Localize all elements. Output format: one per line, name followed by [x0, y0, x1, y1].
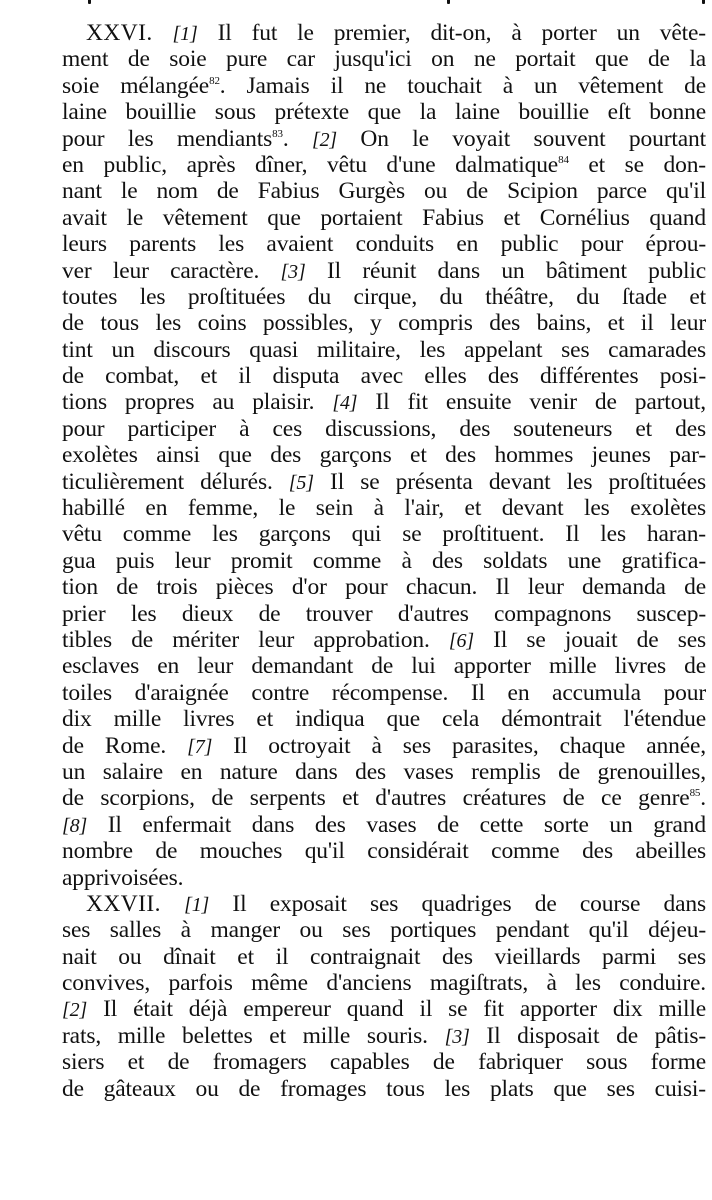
text-line: [62, 838, 706, 864]
text-run: en public, après dîner, vêtu d'une dalmatique: [62, 151, 559, 178]
text-line: [62, 99, 706, 125]
text-run: Il enfermait dans des vases de cette sorte un grand: [87, 811, 706, 838]
text-run: Il se jouait de ses: [473, 626, 706, 653]
text-line: [62, 706, 706, 732]
section-number: [7]: [187, 735, 213, 758]
text-run: Il fit ensuite venir de partout,: [357, 389, 706, 416]
text-line: [62, 891, 706, 917]
text-run: ver leur caractère.: [62, 257, 281, 284]
text-run: soie mélangée: [62, 72, 210, 99]
text-line: [62, 126, 706, 152]
text-run: Il exposait ses quadriges de course dans: [209, 890, 706, 917]
text-line: [62, 258, 706, 284]
text-run: .: [282, 125, 312, 152]
text-line: [62, 20, 706, 46]
text-run: .: [700, 785, 706, 812]
text-line: [62, 152, 706, 178]
text-line: [62, 284, 706, 310]
text-run: Il se présenta devant les proſtituées: [313, 468, 706, 495]
text-line: [62, 416, 706, 442]
text-line: [62, 865, 706, 891]
footnote-marker: 82: [209, 74, 220, 87]
chapter-number: XXVII.: [86, 890, 161, 917]
text-run: Il réunit dans un bâtiment public: [305, 257, 706, 284]
footnote-marker: 83: [272, 127, 283, 140]
section-number: [1]: [172, 23, 198, 45]
text-run: vêtu comme les garçons qui se proſtituent. Il les haran-: [62, 521, 706, 548]
text-run: de Rome.: [62, 732, 188, 759]
text-line: [62, 1023, 706, 1049]
text-line: [62, 389, 706, 415]
text-line: [62, 442, 706, 468]
text-run: de gâteaux ou de fromages tous les plats que ses cuisi-: [62, 1075, 706, 1102]
text-run: nant le nom de Fabius Gurgès ou de Scipion parce qu'il: [62, 178, 706, 205]
text-run: toutes les proſtituées du cirque, du théâtre, du ſtade et: [62, 283, 706, 310]
text-run: de scorpions, de serpents et d'autres créatures de ce genre: [62, 785, 690, 812]
text-run: de combat, et il disputa avec elles des différentes posi-: [62, 363, 706, 390]
cut-glyph: [88, 0, 91, 4]
text-line: [62, 785, 706, 811]
text-line: [62, 944, 706, 970]
text-run: tions propres au plaisir.: [62, 389, 333, 416]
text-run: Il fut le premier, dit-on, à porter un vête-: [197, 20, 706, 46]
text-line: [62, 337, 706, 363]
text-line: [62, 627, 706, 653]
text-run: et se don-: [568, 151, 706, 178]
text-run: ment de soie pure car jusqu'ici on ne portait que de la: [62, 46, 706, 73]
text-run: tint un discours quasi militaire, les appelant ses camarades: [62, 336, 706, 363]
text-run: esclaves en leur demandant de lui apporter mille livres de: [62, 653, 706, 680]
text-run: prier les dieux de trouver d'autres compagnons suscep-: [62, 600, 706, 627]
cut-glyph: [702, 0, 705, 4]
text-run: pour les mendiants: [62, 125, 273, 152]
text-line: [62, 231, 706, 257]
text-line: [62, 996, 706, 1022]
section-number: [5]: [288, 471, 314, 494]
text-line: [62, 1049, 706, 1075]
text-run: apprivoisées.: [62, 864, 184, 891]
book-page-text: [62, 6, 706, 1102]
section-number: [1]: [184, 893, 210, 916]
text-line: [62, 469, 706, 495]
text-run: Il disposait de pâtis-: [469, 1022, 706, 1049]
section-number: [2]: [62, 999, 88, 1022]
text-run: laine bouillie sous prétexte que la laine bouillie eſt bonne: [62, 99, 706, 126]
text-run: [153, 20, 173, 46]
section-number: [3]: [444, 1025, 470, 1048]
text-line: [62, 759, 706, 785]
text-run: de tous les coins possibles, y compris des bains, et il leur: [62, 310, 706, 337]
text-run: rats, mille belettes et mille souris.: [62, 1022, 445, 1049]
text-line: [62, 680, 706, 706]
text-line: [62, 495, 706, 521]
text-line: [62, 812, 706, 838]
text-line: [62, 178, 706, 204]
text-run: nait ou dînait et il contraignait des vieillards parmi ses: [62, 943, 706, 970]
text-line: [62, 574, 706, 600]
text-run: On le voyait souvent pourtant: [337, 125, 707, 152]
text-line: [62, 310, 706, 336]
section-number: [8]: [62, 814, 88, 837]
text-run: gua puis leur promit comme à des soldats une gratifica-: [62, 547, 706, 574]
text-line: [62, 46, 706, 72]
text-line: [62, 73, 706, 99]
text-run: un salaire en nature dans des vases remplis de grenouilles,: [62, 758, 706, 785]
text-line: [62, 917, 706, 943]
text-line: [62, 653, 706, 679]
text-run: habillé en femme, le sein à l'air, et devant les exolètes: [62, 495, 706, 522]
text-run: leurs parents les avaient conduits en public pour éprou-: [62, 231, 706, 258]
section-number: [2]: [311, 128, 338, 151]
text-run: Il octroyait à ses parasites, chaque année,: [212, 732, 707, 759]
text-run: nombre de mouches qu'il considérait comme des abeilles: [62, 838, 706, 865]
text-run: ses salles à manger ou ses portiques pendant qu'il déjeu-: [62, 917, 706, 944]
text-run: toiles d'araignée contre récompense. Il en accumula pour: [62, 679, 706, 706]
text-run: exolètes ainsi que des garçons et des hommes jeunes par-: [62, 442, 706, 469]
text-run: convives, parfois même d'anciens magiſtrats, à les conduire.: [62, 970, 706, 997]
text-line: [62, 363, 706, 389]
text-line: [62, 970, 706, 996]
text-run: Il était déjà empereur quand il se fit apporter dix mille: [87, 996, 706, 1023]
text-run: ticulièrement délurés.: [62, 468, 289, 495]
section-number: [3]: [280, 260, 306, 283]
text-line: [62, 548, 706, 574]
text-run: tibles de mériter leur approbation.: [62, 626, 449, 653]
text-run: avait le vêtement que portaient Fabius et Cornélius quand: [62, 204, 706, 231]
text-run: [161, 891, 184, 917]
cut-glyph: [447, 0, 450, 4]
text-run: tion de trois pièces d'or pour chacun. Il leur demanda de: [62, 574, 706, 601]
section-number: [4]: [332, 392, 358, 415]
text-line: [62, 733, 706, 759]
text-run: pour participer à ces discussions, des souteneurs et des: [62, 415, 706, 442]
text-run: . Jamais il ne touchait à un vêtement de: [219, 72, 707, 99]
footnote-marker: 85: [689, 787, 701, 800]
footnote-marker: 84: [558, 153, 569, 166]
chapter-number: XXVI.: [86, 20, 153, 46]
text-line: [62, 601, 706, 627]
text-run: siers et de fromagers capables de fabriquer sous forme: [62, 1049, 706, 1076]
text-line: [62, 1076, 706, 1102]
text-line: [62, 521, 706, 547]
section-number: [6]: [448, 629, 474, 652]
text-run: dix mille livres et indiqua que cela démontrait l'étendue: [62, 706, 706, 733]
text-line: [62, 205, 706, 231]
